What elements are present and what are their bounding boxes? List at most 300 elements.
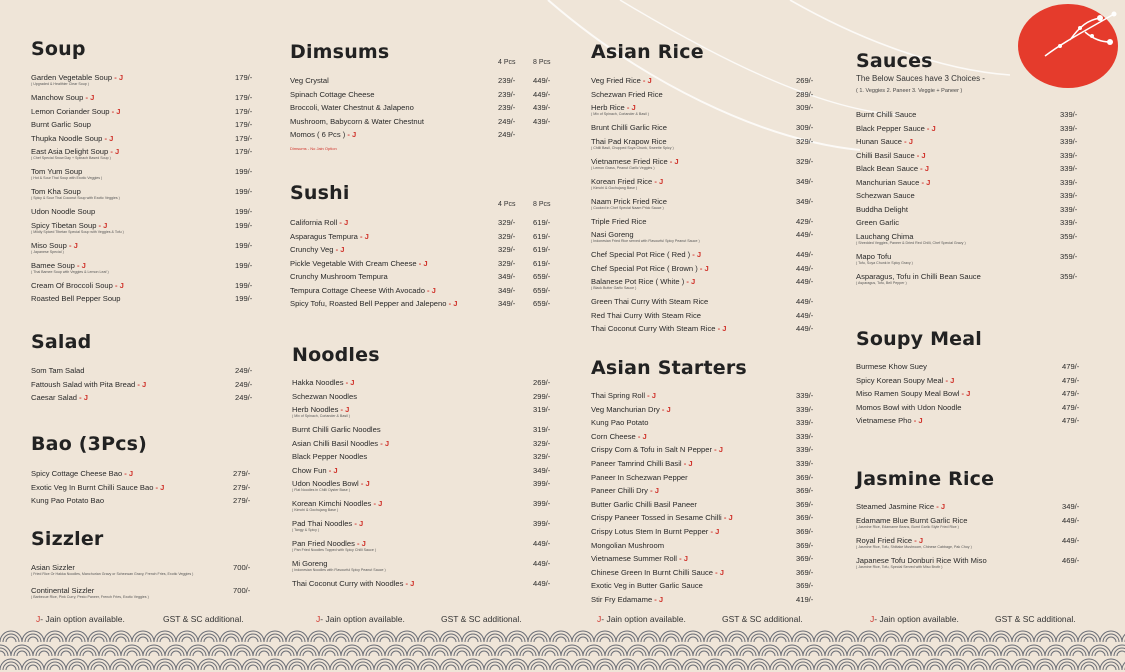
item-name: Pickle Vegetable With Cream Cheese - J (290, 258, 428, 268)
sizzler-section-title: Sizzler (31, 528, 104, 550)
item-name: Asian Sizzler (31, 563, 75, 572)
item-price: 319/- (533, 425, 551, 434)
item-price: 249/- (235, 393, 253, 402)
item-name: Spinach Cottage Cheese (290, 89, 375, 99)
item-price: 199/- (235, 260, 253, 270)
item-price: 339/- (796, 391, 814, 400)
jain-mark: - J (102, 133, 114, 143)
jasmine-rice-section-title: Jasmine Rice (856, 468, 995, 490)
item-name: Herb Rice - J (591, 103, 636, 112)
noodles-section-title: Noodles (292, 344, 380, 366)
item-price: 449/- (796, 310, 814, 320)
item-name: Roasted Bell Pepper Soup (31, 294, 121, 303)
item-name: Som Tam Salad (31, 366, 85, 375)
jain-mark: - J (403, 579, 415, 588)
item-price: 369/- (796, 527, 814, 536)
item-price: 339/- (1060, 191, 1078, 200)
item-name: Burnt Chilli Garlic Noodles (292, 425, 381, 434)
jain-mark: - J (934, 502, 946, 511)
item-price: 449/- (796, 250, 814, 259)
item-price: 249/- (235, 366, 253, 375)
item-description: ( Indonesian Fried Rice served with Flavourful Spicy Peanut Sauce ) (591, 239, 700, 243)
soupy-meal-section-title: Soupy Meal (856, 328, 982, 350)
footer-jain-note-3: J- Jain option available. (597, 614, 686, 624)
item-name: Balanese Pot Rice ( White ) - J (591, 277, 696, 286)
item-price: 299/- (533, 391, 551, 401)
jain-mark: - J (721, 513, 733, 523)
item-name: Tempura Cottage Cheese With Avocado - J (290, 285, 436, 295)
jain-mark: - J (446, 299, 458, 308)
item-name: Garden Vegetable Soup - J (31, 73, 124, 82)
jain-mark: - J (912, 535, 924, 545)
item-price-8pcs: 439/- (533, 103, 551, 112)
item-name: Red Thai Curry With Steam Rice (591, 310, 702, 320)
item-name: Spicy Tibetan Soup - J (31, 220, 108, 230)
item-price: 449/- (796, 277, 814, 286)
jain-mark: - J (416, 258, 428, 268)
item-description: ( Barbecue Rice, Pink Curry, Pesto Paneer, French Fries, Exotic Veggies ) (31, 595, 149, 599)
jain-mark: - J (645, 391, 657, 400)
item-price: 449/- (1062, 535, 1080, 545)
item-price-8pcs: 619/- (533, 245, 551, 254)
item-name: California Roll - J (290, 218, 349, 227)
item-price: 199/- (235, 187, 253, 196)
dimsums-col-4pcs: 4 Pcs (498, 59, 516, 66)
item-name: Mapo Tofu (856, 251, 892, 261)
jain-mark: - J (959, 389, 971, 398)
item-name: Lemon Coriander Soup - J (31, 106, 121, 116)
item-name: Black Pepper Noodles (292, 452, 368, 461)
jain-mark: - J (135, 379, 147, 389)
item-name: Korean Fried Rice - J (591, 176, 664, 186)
asian-rice-section-title: Asian Rice (591, 41, 704, 63)
item-price: 479/- (1062, 416, 1080, 425)
item-price: 469/- (1062, 555, 1080, 565)
item-price-8pcs: 659/- (533, 285, 551, 295)
jain-mark: - J (112, 73, 124, 82)
item-price: 339/- (1060, 177, 1078, 187)
item-name: Paneer Chilli Dry - J (591, 486, 659, 496)
item-description: ( Shredded Veggies, Paneer & Dried Red Chilli, Chef Special Gravy ) (856, 240, 966, 245)
item-name: Kung Pao Potato (591, 418, 649, 428)
jain-mark: - J (343, 378, 355, 387)
item-price: 249/- (235, 379, 253, 389)
item-name: Veg Fried Rice - J (591, 76, 652, 85)
item-name: Caesar Salad - J (31, 393, 88, 402)
dimsums-jain-note: Dimsums - No Jain Option (290, 146, 337, 151)
item-price: 479/- (1062, 389, 1080, 398)
item-price-4pcs: 249/- (498, 116, 516, 126)
item-price: 359/- (1060, 231, 1078, 241)
item-price: 309/- (796, 103, 814, 112)
item-name: Chef Special Pot Rice ( Red ) - J (591, 250, 702, 259)
item-name: Japanese Tofu Donburi Rice With Miso (856, 555, 987, 565)
item-price: 179/- (235, 120, 253, 129)
salad-section-title: Salad (31, 331, 92, 353)
item-name: Spicy Tofu, Roasted Bell Pepper and Jalepeno - J (290, 299, 458, 308)
item-description: ( Fried Rice Or Hakka Noodles, Manchurian Gravy or Schezwan Gravy, French Fries, Exotic Veggies ) (31, 572, 194, 576)
item-price: 269/- (796, 76, 814, 85)
item-name: Brunt Chilli Garlic Rice (591, 123, 667, 132)
item-price-4pcs: 329/- (498, 218, 516, 227)
jain-mark: - J (715, 324, 727, 333)
item-price: 199/- (235, 207, 253, 216)
item-name: Mongolian Mushroom (591, 540, 665, 550)
item-name: Stir Fry Edamame - J (591, 595, 664, 604)
item-name: Corn Cheese - J (591, 431, 647, 441)
item-price: 179/- (235, 147, 253, 156)
item-name: Veg Crystal (290, 76, 329, 85)
item-name: Manchow Soup - J (31, 93, 95, 102)
item-price: 449/- (796, 263, 814, 273)
item-price-4pcs: 349/- (498, 299, 516, 308)
item-price: 289/- (796, 89, 814, 99)
item-name: Tom Kha Soup (31, 187, 81, 196)
item-description: ( Jasmine Rice, Tofu, Shiitake Mushroom, Chinese Cabbage, Pak Choy ) (856, 544, 972, 549)
item-name: Udon Noodle Soup (31, 207, 96, 216)
item-name: Exotic Veg In Burnt Chilli Sauce Bao - J (31, 482, 165, 492)
item-name: Butter Garlic Chilli Basil Paneer (591, 499, 697, 509)
jain-mark: - J (77, 393, 88, 402)
item-name: Green Thai Curry With Steam Rice (591, 297, 709, 306)
item-price: 339/- (1060, 150, 1078, 160)
jain-mark: - J (667, 156, 679, 166)
item-price: 419/- (796, 595, 814, 604)
item-price: 700/- (233, 586, 251, 595)
item-price: 479/- (1062, 362, 1080, 371)
item-price: 369/- (796, 513, 814, 523)
item-name: Asparagus Tempura - J (290, 231, 369, 241)
item-price: 319/- (533, 405, 551, 414)
footer-jain-note-2: J- Jain option available. (316, 614, 405, 624)
item-price: 349/- (796, 176, 814, 186)
item-name: Broccoli, Water Chestnut & Jalapeno (290, 103, 414, 112)
jain-mark: - J (684, 277, 696, 286)
item-name: Kung Pao Potato Bao (31, 496, 105, 505)
item-name: Hunan Sauce - J (856, 137, 914, 146)
jain-mark: - J (659, 404, 671, 414)
item-price: 449/- (533, 559, 551, 568)
item-name: Crunchy Veg - J (290, 245, 345, 254)
jain-mark: - J (74, 260, 86, 270)
item-name: Burnt Chilli Sauce (856, 110, 917, 119)
item-name: Continental Sizzler (31, 586, 95, 595)
item-name: Vietnamese Summer Roll - J (591, 554, 688, 564)
item-price-8pcs: 659/- (533, 272, 551, 281)
item-description: ( Lemon Grass, Peanut Garlic Veggies ) (591, 165, 655, 170)
item-price: 269/- (533, 378, 551, 387)
item-description: ( Thai Bamee Soup with Veggies & Lemon Leaf ) (31, 269, 109, 274)
jain-mark: - J (122, 469, 134, 478)
item-price-4pcs: 329/- (498, 245, 516, 254)
item-price: 179/- (235, 73, 253, 82)
jain-mark: - J (902, 137, 914, 146)
item-name: Edamame Blue Burnt Garlic Rice (856, 515, 968, 525)
item-name: Royal Fried Rice - J (856, 535, 924, 545)
item-price: 339/- (1060, 164, 1078, 173)
jain-mark: - J (914, 150, 926, 160)
item-description: ( Hot & Sour Thai Soup with Exotic Veggies ) (31, 176, 103, 180)
jain-mark: - J (333, 245, 345, 254)
sauces-subtitle: The Below Sauces have 3 Choices - (856, 74, 985, 83)
item-name: Schezwan Fried Rice (591, 89, 663, 99)
item-price: 349/- (796, 196, 814, 206)
item-price-8pcs: 659/- (533, 299, 551, 308)
item-description: ( Japanese Special ) (31, 249, 64, 254)
item-price: 339/- (796, 431, 814, 441)
item-name: Thai Coconut Curry With Steam Rice - J (591, 324, 727, 333)
item-name: Herb Noodles - J (292, 405, 350, 414)
item-description: ( Tangy & Spicy ) (292, 528, 320, 532)
item-name: Crispy Corn & Tofu in Salt N Pepper - J (591, 445, 723, 455)
jain-mark: - J (358, 479, 370, 488)
bao-section-title: Bao (3Pcs) (31, 433, 148, 455)
item-price: 339/- (1060, 123, 1078, 133)
item-description: ( Tofu, Soya Chunk in Spicy Gravy ) (856, 260, 913, 265)
item-price: 369/- (796, 581, 814, 591)
item-price: 449/- (796, 324, 814, 333)
item-price: 359/- (1060, 251, 1078, 261)
item-name: Hakka Noodles - J (292, 378, 355, 387)
jain-mark: - J (708, 527, 720, 536)
jain-mark: - J (153, 482, 165, 492)
dimsums-col-8pcs: 8 Pcs (533, 59, 551, 66)
jain-mark: - J (345, 130, 357, 139)
item-price-4pcs: 329/- (498, 231, 516, 241)
jain-mark: - J (647, 486, 659, 496)
jain-mark: - J (354, 539, 366, 548)
item-price: 399/- (533, 519, 551, 528)
item-name: Pad Thai Noodles - J (292, 519, 364, 528)
item-name: Green Garlic (856, 218, 900, 227)
item-price: 449/- (533, 579, 551, 588)
item-price: 339/- (1060, 137, 1078, 146)
item-description: ( Upgraded & Healthier Clear Soup ) (31, 82, 89, 86)
item-price-8pcs: 619/- (533, 218, 551, 227)
item-name: Thupka Noodle Soup - J (31, 133, 114, 143)
jain-mark: - J (690, 250, 702, 259)
item-name: Spicy Cottage Cheese Bao - J (31, 469, 134, 478)
jain-mark: - J (712, 445, 723, 455)
item-name: Thai Coconut Curry with Noodles - J (292, 579, 415, 588)
item-name: Triple Fried Rice (591, 216, 647, 226)
item-name: Korean Kimchi Noodles - J (292, 499, 383, 508)
jain-mark: - J (338, 405, 350, 414)
item-price: 179/- (235, 106, 253, 116)
item-name: Paneer In Schezwan Pepper (591, 472, 688, 482)
jain-mark: - J (919, 177, 931, 187)
item-price-4pcs: 239/- (498, 103, 516, 112)
item-name: Fattoush Salad with Pita Bread - J (31, 379, 147, 389)
item-price: 339/- (1060, 218, 1078, 227)
jain-mark: - J (943, 375, 955, 385)
sushi-section-title: Sushi (290, 182, 350, 204)
item-price: 329/- (796, 156, 814, 166)
item-price: 329/- (533, 438, 551, 448)
item-name: Chow Fun - J (292, 465, 338, 475)
item-price: 349/- (1062, 502, 1080, 511)
item-description: ( Spicy & Sour Thai Coconut Soup with Exotic Veggies ) (31, 196, 120, 200)
jain-mark: - J (109, 106, 121, 116)
item-name: Lauchang Chima (856, 231, 914, 241)
item-name: Manchurian Sauce - J (856, 177, 931, 187)
item-price: 329/- (796, 136, 814, 146)
jain-mark: - J (713, 567, 724, 577)
item-name: Nasi Goreng (591, 230, 634, 239)
jain-mark: - J (96, 220, 108, 230)
item-description: ( Indonesian Noodles with Flavourful Spicy Peanut Sauce ) (292, 568, 386, 572)
item-price: 339/- (1060, 204, 1078, 214)
item-price-4pcs: 239/- (498, 76, 516, 85)
item-price: 329/- (533, 452, 551, 461)
item-name: Chinese Green In Burnt Chilli Sauce - J (591, 567, 724, 577)
item-name: Mi Goreng (292, 559, 328, 568)
item-price-4pcs: 349/- (498, 285, 516, 295)
item-price: 399/- (533, 499, 551, 508)
item-name: Momos Bowl with Udon Noodle (856, 402, 962, 412)
item-price: 339/- (796, 445, 814, 455)
item-name: Chilli Basil Sauce - J (856, 150, 926, 160)
item-description: ( Kimchi & Gochujang Base ) (292, 508, 339, 512)
item-price-8pcs: 449/- (533, 89, 551, 99)
item-name: Exotic Veg in Butter Garlic Sauce (591, 581, 703, 591)
item-price: 199/- (235, 294, 253, 303)
jain-mark: - J (378, 438, 390, 448)
jain-mark: - J (652, 595, 664, 604)
sauces-section-title: Sauces (856, 50, 933, 72)
item-name: Pan Fried Noodles - J (292, 539, 366, 548)
item-price: 449/- (796, 230, 814, 239)
jain-mark: - J (911, 416, 923, 425)
wave-arc (1111, 645, 1125, 656)
item-price-8pcs: 439/- (533, 116, 551, 126)
item-name: Naam Prick Fried Rice (591, 196, 667, 206)
item-name: East Asia Delight Soup - J (31, 147, 120, 156)
item-name: Veg Manchurian Dry - J (591, 404, 671, 414)
item-name: Black Bean Sauce - J (856, 164, 930, 173)
item-name: Cream Of Broccoli Soup - J (31, 280, 124, 290)
jain-mark: - J (676, 554, 688, 564)
jain-mark: - J (697, 263, 709, 273)
item-name: Crispy Lotus Stem In Burnt Pepper - J (591, 527, 720, 536)
jain-mark: - J (352, 519, 364, 528)
item-price-4pcs: 349/- (498, 272, 516, 281)
item-name: Spicy Korean Soupy Meal - J (856, 375, 955, 385)
item-price: 179/- (235, 93, 253, 102)
item-price: 199/- (235, 167, 253, 176)
item-name: Vietnamese Fried Rice - J (591, 156, 679, 166)
item-price-8pcs: 619/- (533, 258, 551, 268)
item-name: Miso Soup - J (31, 240, 78, 250)
jain-mark: - J (681, 459, 693, 468)
item-description: ( Pan Fried Noodles Topped with Spicy Chilli Sauce ) (292, 548, 377, 552)
item-price: 279/- (233, 496, 251, 505)
item-price: 429/- (796, 216, 814, 226)
item-description: ( Black Butter Garlic Sauce ) (591, 286, 637, 290)
item-description: ( Mix of Spinach, Coriander & Basil ) (292, 414, 350, 418)
footer-gst-note-4: GST & SC additional. (995, 614, 1076, 624)
item-price: 199/- (235, 280, 253, 290)
item-name: Udon Noodles Bowl - J (292, 479, 370, 488)
item-description: ( Kimchi & Gochujang Base ) (591, 185, 638, 190)
item-price: 369/- (796, 567, 814, 577)
item-price: 369/- (796, 554, 814, 564)
item-name: Asian Chilli Basil Noodles - J (292, 438, 390, 448)
item-price: 369/- (796, 499, 814, 509)
item-price: 369/- (796, 486, 814, 496)
item-price: 279/- (233, 469, 251, 478)
item-description: ( Mix of Spinach, Coriander & Basil ) (591, 112, 649, 116)
footer-gst-note-2: GST & SC additional. (441, 614, 522, 624)
jain-mark: - J (112, 280, 124, 290)
blossom-branch-icon (1040, 6, 1118, 66)
jain-mark: - J (924, 123, 936, 133)
item-price: 449/- (796, 297, 814, 306)
jain-mark: - J (624, 103, 636, 112)
sauces-choices: ( 1. Veggies 2. Paneer 3. Veggie + Paneer ) (856, 88, 963, 94)
item-name: Schezwan Sauce (856, 191, 915, 200)
item-description: ( Chilli Basil, Chopped Soya Chunk, Sweetie Spicy ) (591, 145, 674, 150)
item-name: Thai Pad Krapow Rice (591, 136, 667, 146)
item-name: Vietnamese Pho - J (856, 416, 923, 425)
item-description: ( Asparagus, Tofu, Bell Pepper ) (856, 280, 907, 285)
item-description: ( Jasmine Rice, Tofu, Special Served with Miso Broth ) (856, 564, 943, 569)
item-description: ( Jasmine Rice, Edamame Beans, Burnt Garlic Style Fried Rice ) (856, 524, 959, 529)
item-name: Chef Special Pot Rice ( Brown ) - J (591, 263, 709, 273)
asian-starters-section-title: Asian Starters (591, 357, 747, 379)
item-price: 339/- (796, 404, 814, 414)
jain-mark: - J (357, 231, 369, 241)
item-price: 700/- (233, 563, 251, 572)
item-name: Bamee Soup - J (31, 260, 86, 270)
item-price: 279/- (233, 482, 251, 492)
jain-mark: - J (83, 93, 95, 102)
item-name: Asparagus, Tofu in Chilli Bean Sauce (856, 271, 981, 281)
item-price: 359/- (1060, 271, 1078, 281)
item-price-4pcs: 249/- (498, 130, 516, 139)
item-price: 339/- (1060, 110, 1078, 119)
jain-mark: - J (66, 240, 78, 250)
item-price: 399/- (533, 479, 551, 488)
item-price: 199/- (235, 240, 253, 250)
item-price: 369/- (796, 472, 814, 482)
wave-pattern-border (0, 628, 1125, 672)
item-price: 479/- (1062, 402, 1080, 412)
item-name: Momos ( 6 Pcs ) - J (290, 130, 357, 139)
jain-mark: - J (640, 76, 652, 85)
item-price: 309/- (796, 123, 814, 132)
item-price: 369/- (796, 540, 814, 550)
item-price: 339/- (796, 459, 814, 468)
item-description: ( Flat Noodles in Chilli Oyster Base ) (292, 488, 350, 492)
soup-section-title: Soup (31, 38, 86, 60)
item-name: Mushroom, Babycorn & Water Chestnut (290, 116, 424, 126)
item-name: Miso Ramen Soupy Meal Bowl - J (856, 389, 971, 398)
jain-mark: - J (635, 431, 647, 441)
sushi-col-8pcs: 8 Pcs (533, 201, 551, 208)
item-name: Buddha Delight (856, 204, 908, 214)
item-price: 449/- (533, 539, 551, 548)
item-name: Steamed Jasmine Rice - J (856, 502, 946, 511)
item-description: ( Chef Special Snow Day + Spinach Based Soup ) (31, 156, 111, 160)
sushi-col-4pcs: 4 Pcs (498, 201, 516, 208)
item-name: Burmese Khow Suey (856, 362, 927, 371)
dimsums-section-title: Dimsums (290, 41, 390, 63)
item-price: 179/- (235, 133, 253, 143)
item-price-8pcs: 449/- (533, 76, 551, 85)
footer-jain-note-4: J- Jain option available. (870, 614, 959, 624)
item-description: ( Mildly Spiced Tibetan Special Soup with Veggies & Tofu ) (31, 229, 124, 234)
